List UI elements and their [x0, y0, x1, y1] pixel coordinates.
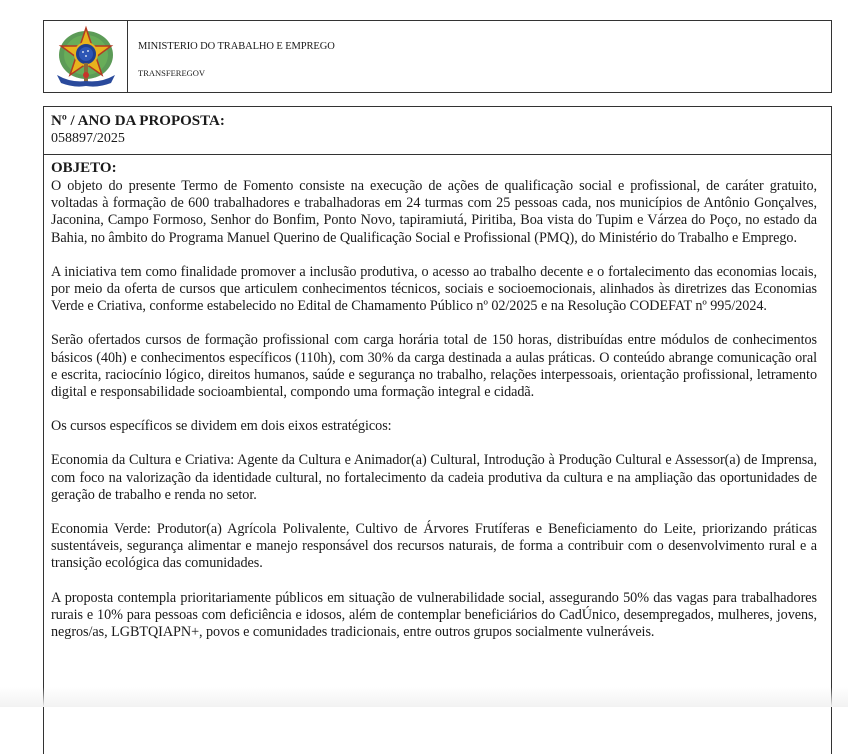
- proposal-number: 058897/2025: [51, 131, 125, 146]
- object-paragraph: O objeto do presente Termo de Fomento consiste na execução de ações de qualificação social e profissional, de caráter gratuito, voltadas à formação de 600 trabalhadores e trabalhadoras em 24 turmas com 25 pessoas cada, nos municípios de Antônio Gonçalves, Jaconina, Campo Formoso, Senhor do Bonfim, Ponto Novo, tapiramiutá, Piritiba, Boa vista do Tupim e Várzea do Poço, no estado da Bahia, no âmbito do Programa Manuel Querino de Qualificação Social e Profissional (PMQ), do Ministério do Trabalho e Emprego.: [51, 178, 817, 246]
- object-paragraph: Economia Verde: Produtor(a) Agrícola Polivalente, Cultivo de Árvores Frutíferas e Beneficiamento do Leite, priorizando práticas sustentáveis, segurança alimentar e manejo responsável dos recursos naturais, de forma a contribuir com o desenvolvimento rural e a transição ecológica das comunidades.: [51, 521, 817, 572]
- object-label: OBJETO:: [51, 160, 117, 176]
- object-paragraph: Os cursos específicos se dividem em dois eixos estratégicos:: [51, 418, 392, 435]
- ministry-name: MINISTERIO DO TRABALHO E EMPREGO: [138, 41, 335, 52]
- object-paragraph: A iniciativa tem como finalidade promover a inclusão produtiva, o acesso ao trabalho decente e o fortalecimento das economias locais, por meio da oferta de cursos que articulem conhecimentos técnicos, sociais e socioemocionais, alinhados às diretrizes das Economias Verde e Criativa, conforme estabelecido no Edital de Chamamento Público nº 02/2025 e na Resolução CODEFAT nº 995/2024.: [51, 263, 817, 315]
- brazil-coat-of-arms-icon: [53, 25, 119, 89]
- object-paragraph: Economia da Cultura e Criativa: Agente da Cultura e Animador(a) Cultural, Introdução à Produção Cultural e Assessor(a) de Imprensa, com foco na valorização da identidade cultural, no fortalecimento da cadeia produtiva da cultura e na ampliação das oportunidades de geração de trabalho e renda no setor.: [51, 452, 817, 503]
- proposal-section: [43, 106, 832, 155]
- page-bottom-fade: [0, 687, 848, 707]
- object-paragraph: A proposta contempla prioritariamente públicos em situação de vulnerabilidade social, assegurando 50% das vagas para trabalhadores rurais e 10% para pessoas com deficiência e idosos, além de contemplar beneficiários do CadÚnico, desempregados, mulheres, jovens, negros/as, LGBTQIAPN+, povos e comunidades tradicionais, entre outros grupos socialmente vulneráveis.: [51, 589, 817, 641]
- document-header: [43, 20, 832, 93]
- system-name: TRANSFEREGOV: [138, 68, 206, 78]
- object-paragraph: Serão ofertados cursos de formação profissional com carga horária total de 150 horas, distribuídas entre módulos de conhecimentos básicos (40h) e conhecimentos específicos (110h), com 30% da carga destinada a aulas práticas. O conteúdo abrange comunicação oral e escrita, raciocínio lógico, direitos humanos, saúde e segurança no trabalho, relações interpessoais, orientação profissional, letramento digital e responsabilidade socioambiental, compondo uma formação integral e cidadã.: [51, 332, 817, 401]
- logo-cell: [44, 21, 128, 92]
- proposal-label: Nº / ANO DA PROPOSTA:: [51, 113, 225, 129]
- object-section: [43, 154, 832, 754]
